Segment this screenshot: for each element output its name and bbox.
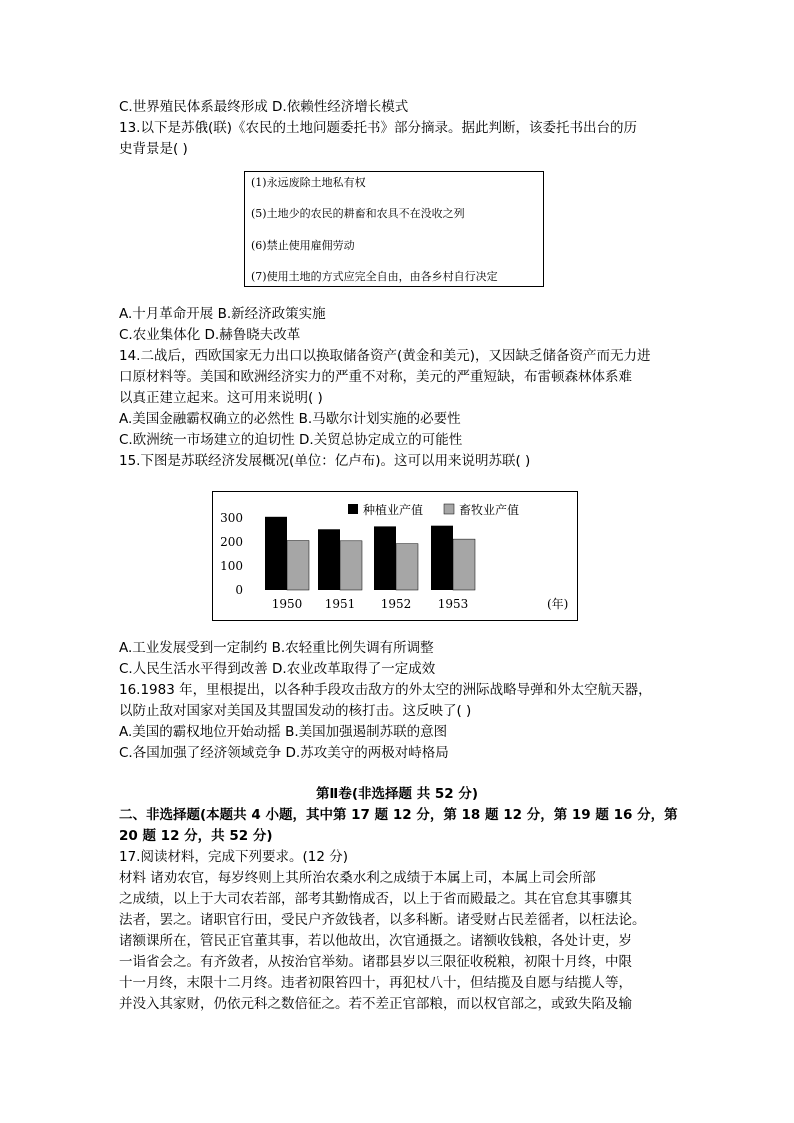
y-axis-ticks — [220, 511, 243, 597]
chart-bars — [265, 517, 475, 590]
x-tick-label: 1951 — [324, 597, 356, 611]
question-14: 14.二战后，西欧国家无力出口以换取储备资产(黄金和美元)，又因缺乏储备资产而无力进 — [119, 348, 651, 364]
bar-livestock-1952 — [396, 544, 418, 590]
legend-swatch-livestock — [444, 504, 454, 514]
question-16: 16.1983 年，里根提出，以各种手段攻击敌方的外太空的洲际战略导弹和外太空航天器， — [119, 682, 652, 698]
excerpt-line: (5)土地少的农民的耕畜和农具不在没收之列 — [251, 207, 465, 220]
y-tick-label: 200 — [220, 535, 243, 549]
option-line: C.人民生活水平得到改善 D.农业改革取得了一定成效 — [119, 661, 436, 677]
section-title: 第Ⅱ卷(非选择题 共 52 分) — [315, 786, 479, 802]
material-text: 十一月终，末限十二月终。违者初限笞四十，再犯杖八十，但结揽及自愿与结揽人等， — [119, 975, 632, 991]
option-line: A.十月革命开展 B.新经济政策实施 — [119, 306, 326, 322]
bar-planting-1953 — [431, 526, 453, 590]
y-tick-label: 100 — [220, 559, 243, 573]
question-16-cont: 以防止敌对国家对美国及其盟国发动的核打击。这反映了( ) — [119, 703, 472, 719]
bar-livestock-1951 — [340, 541, 362, 590]
bar-chart-frame — [212, 491, 578, 621]
material-text: 法者，罢之。诸职官行田，受民户齐敛钱者，以多科断。诸受财占民差徭者，以枉法论。 — [119, 912, 646, 928]
question-13: 13.以下是苏俄(联)《农民的土地问题委托书》部分摘录。据此判断，该委托书出台的历 — [119, 120, 638, 136]
chart-legend — [348, 502, 519, 517]
option-line: C.世界殖民体系最终形成 D.依赖性经济增长模式 — [119, 99, 409, 115]
excerpt-line: (6)禁止使用雇佣劳动 — [251, 239, 355, 252]
question-14-cont: 以真正建立起来。这可用来说明( ) — [119, 390, 323, 406]
bar-livestock-1953 — [453, 539, 475, 590]
option-line: C.欧洲统一市场建立的迫切性 D.关贸总协定成立的可能性 — [119, 432, 463, 448]
section-heading: 二、非选择题(本题共 4 小题，其中第 17 题 12 分，第 18 题 12 分，第 19 题 16 分，第 — [119, 807, 678, 823]
material-text: 之成绩，以上于大司农若部，部考其勤惰成否，以上于省而殿最之。其在官怠其事隳其 — [119, 891, 632, 907]
material-text: 并没入其家财，仍依元科之数倍征之。若不差正官部粮，而以权官部之，或致失陷及输 — [119, 996, 632, 1012]
excerpt-box — [244, 171, 544, 287]
x-tick-label: 1950 — [271, 597, 303, 611]
question-14-cont: 口原材料等。美国和欧洲经济实力的严重不对称，美元的严重短缺，布雷顿森林体系难 — [119, 369, 632, 385]
option-line: C.各国加强了经济领域竞争 D.苏攻美守的两极对峙格局 — [119, 745, 449, 761]
legend-label-planting: 种植业产值 — [363, 503, 424, 517]
y-tick-label: 0 — [235, 583, 243, 597]
option-line: A.工业发展受到一定制约 B.农轻重比例失调有所调整 — [119, 640, 434, 656]
bar-planting-1950 — [265, 517, 287, 590]
section-heading-cont: 20 题 12 分，共 52 分) — [119, 828, 273, 844]
bar-chart — [213, 492, 577, 620]
legend-label-livestock: 畜牧业产值 — [459, 503, 520, 517]
y-tick-label: 300 — [220, 511, 243, 525]
bar-planting-1951 — [318, 529, 340, 590]
legend-swatch-planting — [348, 504, 358, 514]
option-line: A.美国金融霸权确立的必然性 B.马歇尔计划实施的必要性 — [119, 411, 461, 427]
excerpt-line: (7)使用土地的方式应完全自由，由各乡村自行决定 — [251, 270, 498, 283]
option-line: A.美国的霸权地位开始动摇 B.美国加强遏制苏联的意图 — [119, 724, 448, 740]
x-axis-ticks — [272, 597, 469, 611]
x-axis-unit: (年) — [547, 597, 569, 611]
material-text: 材料 诸劝农官，每岁终则上其所治农桑水利之成绩于本属上司，本属上司会所部 — [119, 870, 596, 886]
material-text: 一诣省会之。有齐敛者，从按治官举劾。诸郡县岁以三限征收税粮，初限十月终，中限 — [119, 954, 632, 970]
question-17: 17.阅读材料，完成下列要求。(12 分) — [119, 849, 348, 865]
bar-livestock-1950 — [287, 541, 309, 590]
excerpt-line: (1)永远废除土地私有权 — [251, 176, 366, 189]
x-tick-label: 1953 — [437, 597, 469, 611]
x-tick-label: 1952 — [380, 597, 412, 611]
material-text: 诸额课所在，管民正官董其事，若以他故出，次官通摄之。诸额收钱粮，各处计吏，岁 — [119, 933, 632, 949]
option-line: C.农业集体化 D.赫鲁晓夫改革 — [119, 327, 301, 343]
question-13-cont: 史背景是( ) — [119, 141, 188, 157]
bar-planting-1952 — [374, 526, 396, 590]
question-15: 15.下图是苏联经济发展概况(单位：亿卢布)。这可以用来说明苏联( ) — [119, 453, 531, 469]
